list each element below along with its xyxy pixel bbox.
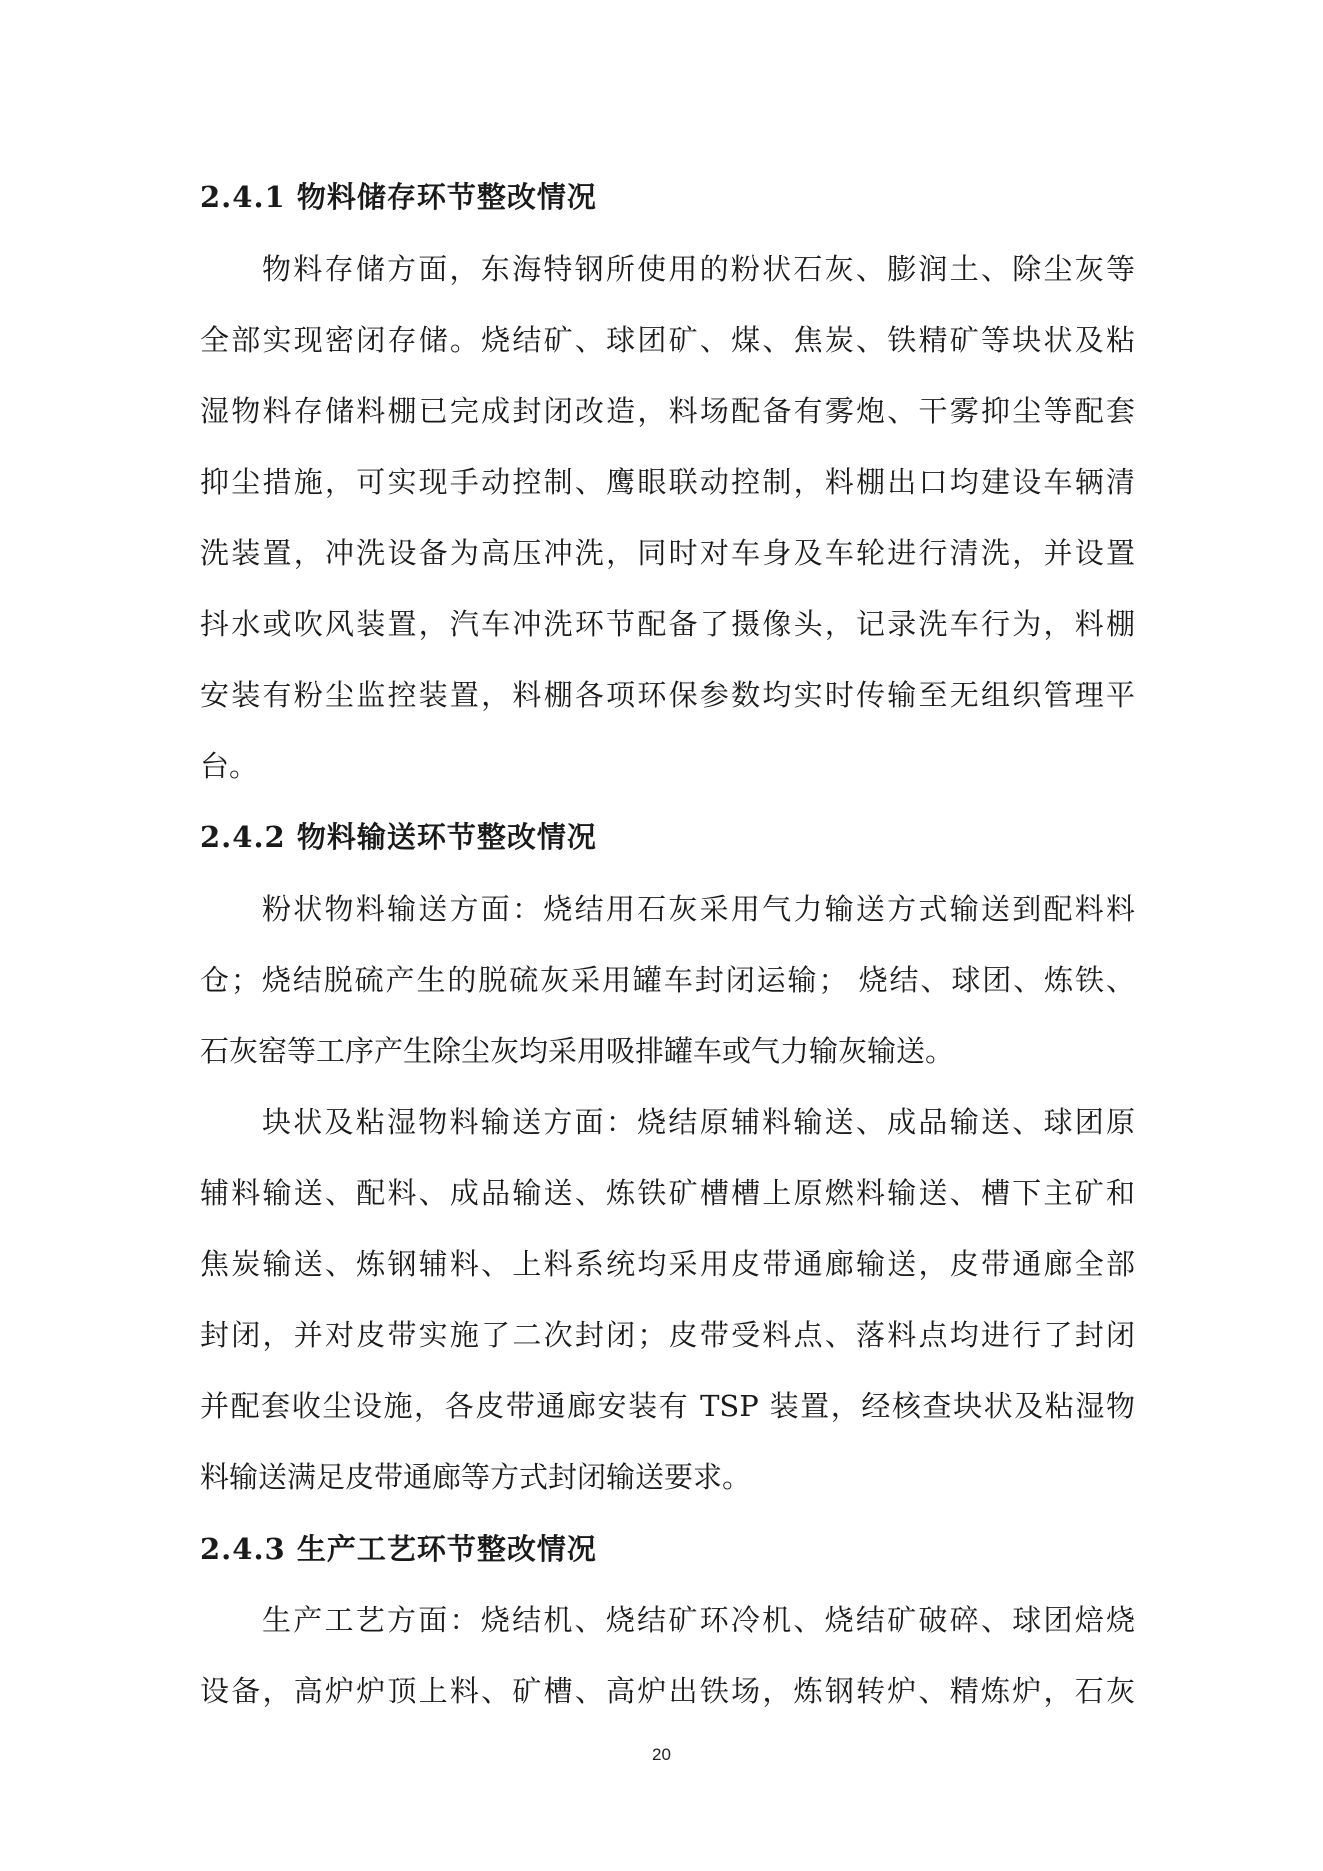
paragraph-line: 石灰窑等工序产生除尘灰均采用吸排罐车或气力输灰输送。 xyxy=(200,1034,955,1068)
section-heading-2-4-1: 2.4.1 物料储存环节整改情况 xyxy=(200,180,597,214)
paragraph-line: 湿物料存储料棚已完成封闭改造，料场配备有雾炮、干雾抑尘等配套 xyxy=(200,394,1135,428)
section-heading-2-4-3: 2.4.3 生产工艺环节整改情况 xyxy=(200,1532,597,1566)
paragraph-line: 洗装置，冲洗设备为高压冲洗，同时对车身及车轮进行清洗，并设置 xyxy=(200,536,1135,570)
paragraph-line: 封闭，并对皮带实施了二次封闭；皮带受料点、落料点均进行了封闭 xyxy=(200,1318,1135,1352)
paragraph-line: 安装有粉尘监控装置，料棚各项环保参数均实时传输至无组织管理平 xyxy=(200,678,1135,712)
paragraph-line: 粉状物料输送方面：烧结用石灰采用气力输送方式输送到配料料 xyxy=(262,892,1135,926)
section-heading-2-4-2: 2.4.2 物料输送环节整改情况 xyxy=(200,820,597,854)
paragraph-line: 仓；烧结脱硫产生的脱硫灰采用罐车封闭运输； 烧结、球团、炼铁、 xyxy=(200,963,1135,997)
page-number: 20 xyxy=(652,1745,671,1764)
paragraph-line: 抖水或吹风装置，汽车冲洗环节配备了摄像头，记录洗车行为，料棚 xyxy=(200,607,1135,641)
paragraph-line: 并配套收尘设施，各皮带通廊安装有 TSP 装置，经核查块状及粘湿物 xyxy=(200,1389,1135,1423)
paragraph-line: 台。 xyxy=(200,749,259,783)
paragraph-line: 辅料输送、配料、成品输送、炼铁矿槽槽上原燃料输送、槽下主矿和 xyxy=(200,1176,1135,1210)
paragraph-line: 全部实现密闭存储。烧结矿、球团矿、煤、焦炭、铁精矿等块状及粘 xyxy=(200,323,1135,357)
paragraph-line: 生产工艺方面：烧结机、烧结矿环冷机、烧结矿破碎、球团焙烧 xyxy=(262,1603,1135,1637)
paragraph-line: 焦炭输送、炼钢辅料、上料系统均采用皮带通廊输送，皮带通廊全部 xyxy=(200,1247,1135,1281)
paragraph-line: 设备，高炉炉顶上料、矿槽、高炉出铁场，炼钢转炉、精炼炉，石灰 xyxy=(200,1674,1135,1708)
paragraph-line: 块状及粘湿物料输送方面：烧结原辅料输送、成品输送、球团原 xyxy=(262,1105,1135,1139)
paragraph-line: 抑尘措施，可实现手动控制、鹰眼联动控制，料棚出口均建设车辆清 xyxy=(200,465,1135,499)
paragraph-line: 料输送满足皮带通廊等方式封闭输送要求。 xyxy=(200,1460,752,1494)
paragraph-line: 物料存储方面，东海特钢所使用的粉状石灰、膨润土、除尘灰等 xyxy=(262,252,1135,286)
